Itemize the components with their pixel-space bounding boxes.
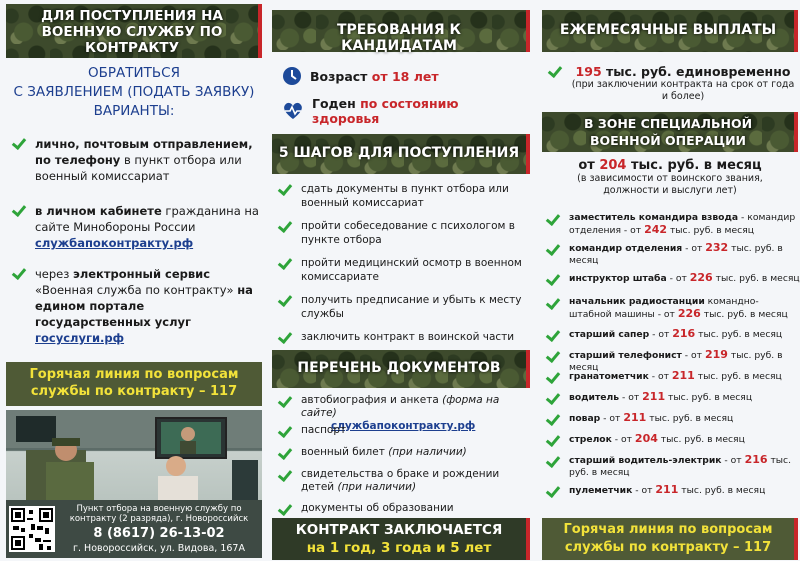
- check-icon: [278, 294, 293, 307]
- check-icon: [278, 331, 293, 344]
- step-item: получить предписание и убыть к месту службы: [278, 293, 530, 330]
- check-icon: [12, 267, 27, 280]
- documents-list: [278, 394, 530, 522]
- apply-line-1: ОБРАТИТЬСЯ: [88, 65, 180, 81]
- step-item: пройти собеседование с психологом в пункте отбора: [278, 219, 530, 256]
- check-icon: [546, 455, 561, 468]
- hotline-banner: [6, 362, 262, 406]
- position-item: старший телефонист - от 219 тыс. руб. в месяц: [546, 349, 800, 370]
- step-item: пройти медицинский осмотр в военном комиссариате: [278, 256, 530, 293]
- monthly-note: (в зависимости от воинского звания, должности и выслуги лет): [577, 173, 763, 196]
- requirement-health: [282, 96, 530, 126]
- apply-option-3: [12, 266, 262, 346]
- column-requirements: [270, 0, 534, 561]
- position-item: командир отделения - от 232 тыс. руб. в месяц: [546, 242, 800, 272]
- apply-option-1: [12, 136, 262, 184]
- lump-sum-text: 195 тыс. руб. единовременно (при заключении контракта на срок от года и более): [571, 64, 795, 102]
- svo-header-text: В ЗОНЕ СПЕЦИАЛЬНОЙ ВОЕННОЙ ОПЕРАЦИИ: [583, 116, 753, 148]
- check-icon: [546, 213, 561, 226]
- check-icon: [278, 183, 293, 196]
- payments-hotline-text: Горячая линия по вопросам службы по контракту – 117: [563, 522, 773, 555]
- position-item: пулеметчик - от 211 тыс. руб. в месяц: [546, 484, 800, 504]
- position-item: повар - от 211 тыс. руб. в месяц: [546, 412, 800, 433]
- monthly-base: от 204 тыс. руб. в месяц (в зависимости от воинского звания, должности и выслуги лет): [542, 158, 798, 197]
- contract-line-2: на 1 год, 3 года и 5 лет: [306, 540, 492, 556]
- qr-code-icon: [11, 508, 53, 550]
- check-icon: [278, 425, 293, 438]
- footer-text: [60, 504, 258, 554]
- hotline-text: Горячая линия по вопросам службы по контракту – 117: [29, 367, 239, 399]
- apply-option-2: [12, 203, 262, 251]
- check-icon: [278, 469, 293, 482]
- heartbeat-icon: [282, 101, 304, 121]
- check-icon: [546, 485, 561, 498]
- document-item: автобиография и анкета (форма на сайте) службапоконтракту.рф: [278, 394, 530, 424]
- documents-header: [272, 350, 530, 388]
- column-payments: [538, 0, 800, 561]
- position-item: инструктор штаба - от 226 тыс. руб. в месяц: [546, 272, 800, 296]
- apply-line-3: ВАРИАНТЫ:: [93, 103, 175, 119]
- check-icon: [546, 371, 561, 384]
- check-icon: [546, 413, 561, 426]
- steps-header: [272, 134, 530, 174]
- position-item: гранатометчик - от 211 тыс. руб. в месяц: [546, 370, 800, 391]
- check-icon: [546, 273, 561, 286]
- steps-list: [278, 182, 530, 354]
- position-item: старший сапер - от 216 тыс. руб. в месяц: [546, 328, 800, 349]
- check-icon: [546, 350, 561, 363]
- gosuslugi-link[interactable]: госуслуги.рф: [35, 331, 125, 345]
- photo-illustration: [6, 410, 262, 500]
- document-item: документы об образовании: [278, 502, 530, 522]
- step-item: заключить контракт в воинской части: [278, 330, 530, 354]
- check-icon: [546, 297, 561, 310]
- apply-intro: [6, 64, 262, 121]
- position-item: начальник радиостанции командно-штабной машины - от 226 тыс. руб. в месяц: [546, 296, 800, 328]
- position-item: старший водитель-электрик - от 216 тыс. руб. в месяц: [546, 454, 800, 484]
- steps-header-text: 5 ШАГОВ ДЛЯ ПОСТУПЛЕНИЯ: [278, 145, 520, 161]
- apply-line-2: С ЗАЯВЛЕНИЕМ (ПОДАТЬ ЗАЯВКУ): [13, 84, 255, 100]
- mil-site-link[interactable]: службапоконтракту.рф: [35, 236, 194, 250]
- footer-contact: [6, 500, 262, 558]
- apply-option-3-text: через электронный сервис «Военная служба по контракту» на едином портале государственных услуг госуслуги.рф: [35, 267, 253, 345]
- lump-sum-note: (при заключении контракта на срок от года и более): [571, 79, 795, 102]
- step-item: сдать документы в пункт отбора или военный комиссариат: [278, 182, 530, 219]
- apply-option-1-text: лично, почтовым отправлением, по телефону в пункт отбора или военный комиссариат: [35, 137, 253, 183]
- apply-header: [6, 4, 262, 58]
- check-icon: [548, 65, 563, 78]
- check-icon: [546, 392, 561, 405]
- check-icon: [278, 447, 293, 460]
- check-icon: [278, 257, 293, 270]
- svo-header: [542, 112, 798, 152]
- contract-line-1: КОНТРАКТ ЗАКЛЮЧАЕТСЯ: [295, 522, 503, 538]
- requirements-header: [272, 10, 530, 52]
- footer-phone: 8 (8617) 26-13-02: [93, 526, 225, 541]
- check-icon: [278, 503, 293, 516]
- check-icon: [12, 204, 27, 217]
- footer-office: Пункт отбора на военную службу по контракту (2 разряда), г. Новороссийск: [69, 504, 249, 524]
- document-item: свидетельства о браке и рождении детей (при наличии): [278, 468, 530, 502]
- payments-hotline: [542, 518, 798, 560]
- position-item: заместитель командира взвода - командир отделения - от 242 тыс. руб. в месяц: [546, 212, 800, 242]
- check-icon: [546, 243, 561, 256]
- docs-site-link[interactable]: службапоконтракту.рф: [331, 420, 476, 432]
- document-item: военный билет (при наличии): [278, 446, 530, 468]
- documents-header-text: ПЕРЕЧЕНЬ ДОКУМЕНТОВ: [297, 360, 501, 376]
- positions-list: [546, 212, 800, 504]
- check-icon: [278, 220, 293, 233]
- column-apply: [0, 0, 266, 561]
- requirement-age-text: Возраст от 18 лет: [310, 68, 439, 84]
- requirement-health-text: Годен по состоянию здоровья: [311, 96, 459, 126]
- lump-sum: [548, 64, 798, 103]
- contract-banner: [272, 518, 530, 560]
- requirement-age: [282, 66, 530, 86]
- apply-option-2-text: в личном кабинете гражданина на сайте Минобороны России службапоконтракту.рф: [35, 204, 259, 250]
- recruitment-office-photo: [6, 410, 262, 500]
- check-icon: [278, 395, 293, 408]
- position-item: водитель - от 211 тыс. руб. в месяц: [546, 391, 800, 412]
- position-item: стрелок - от 204 тыс. руб. в месяц: [546, 433, 800, 454]
- qr-code[interactable]: [9, 506, 55, 552]
- check-icon: [546, 329, 561, 342]
- footer-address: г. Новороссийск, ул. Видова, 167А: [73, 543, 245, 554]
- check-icon: [12, 137, 27, 150]
- document-item: паспорт: [278, 424, 530, 446]
- check-icon: [546, 434, 561, 447]
- apply-header-text: ДЛЯ ПОСТУПЛЕНИЯ НА ВОЕННУЮ СЛУЖБУ ПО КОНТРАКТУ: [41, 8, 223, 56]
- payments-header-text: ЕЖЕМЕСЯЧНЫЕ ВЫПЛАТЫ: [559, 22, 777, 38]
- requirements-header-text: ТРЕБОВАНИЯ К КАНДИДАТАМ: [337, 22, 461, 54]
- clock-icon: [282, 66, 302, 86]
- payments-header: [542, 10, 798, 52]
